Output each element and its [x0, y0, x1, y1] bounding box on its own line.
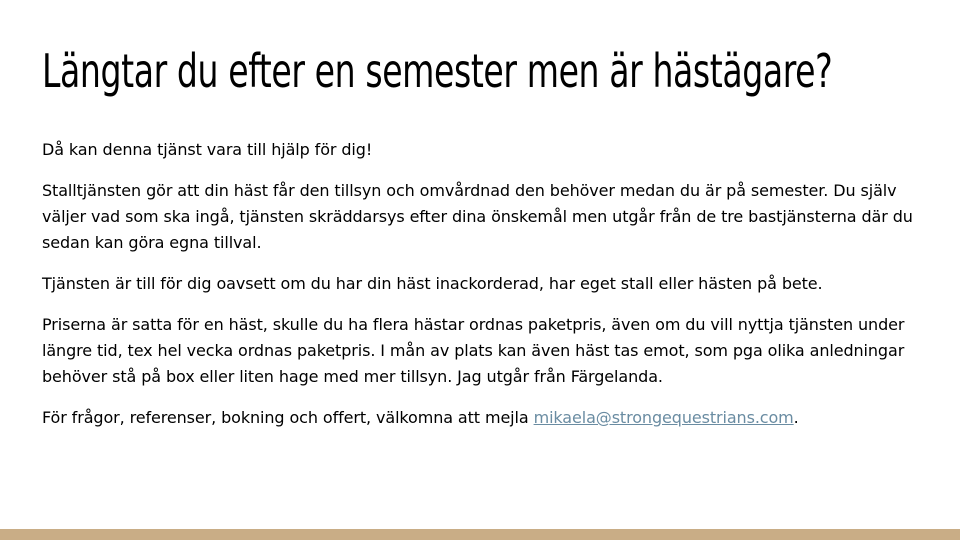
- footer-accent-bar: [0, 529, 960, 540]
- service-description-paragraph: Stalltjänsten gör att din häst får den tillsyn och omvårdnad den behöver medan du är på semester. Du själv väljer vad som ska ingå, tjänsten skräddarsys efter dina önskemål men utgår från de tre bastjänsterna där du sedan kan göra egna tillval.: [42, 181, 913, 252]
- slide-body: [42, 137, 922, 446]
- pricing-paragraph: Priserna är satta för en häst, skulle du ha flera hästar ordnas paketpris, även om du vill nyttja tjänsten under längre tid, tex hel vecka ordnas paketpris. I mån av plats kan även häst tas emot, som pga olika anledningar behöver stå på box eller liten hage med mer tillsyn. Jag utgår från Färgelanda.: [42, 315, 905, 386]
- contact-prefix: För frågor, referenser, bokning och offert, välkomna att mejla: [42, 408, 534, 427]
- eligibility-paragraph: Tjänsten är till för dig oavsett om du har din häst inackorderad, har eget stall eller hästen på bete.: [42, 274, 823, 293]
- contact-suffix: .: [793, 408, 799, 427]
- email-link[interactable]: mikaela@strongequestrians.com: [533, 408, 794, 427]
- contact-paragraph: [42, 405, 922, 431]
- slide-title: Längtar du efter en semester men är hästägare?: [42, 44, 833, 98]
- intro-paragraph: Då kan denna tjänst vara till hjälp för dig!: [42, 140, 373, 159]
